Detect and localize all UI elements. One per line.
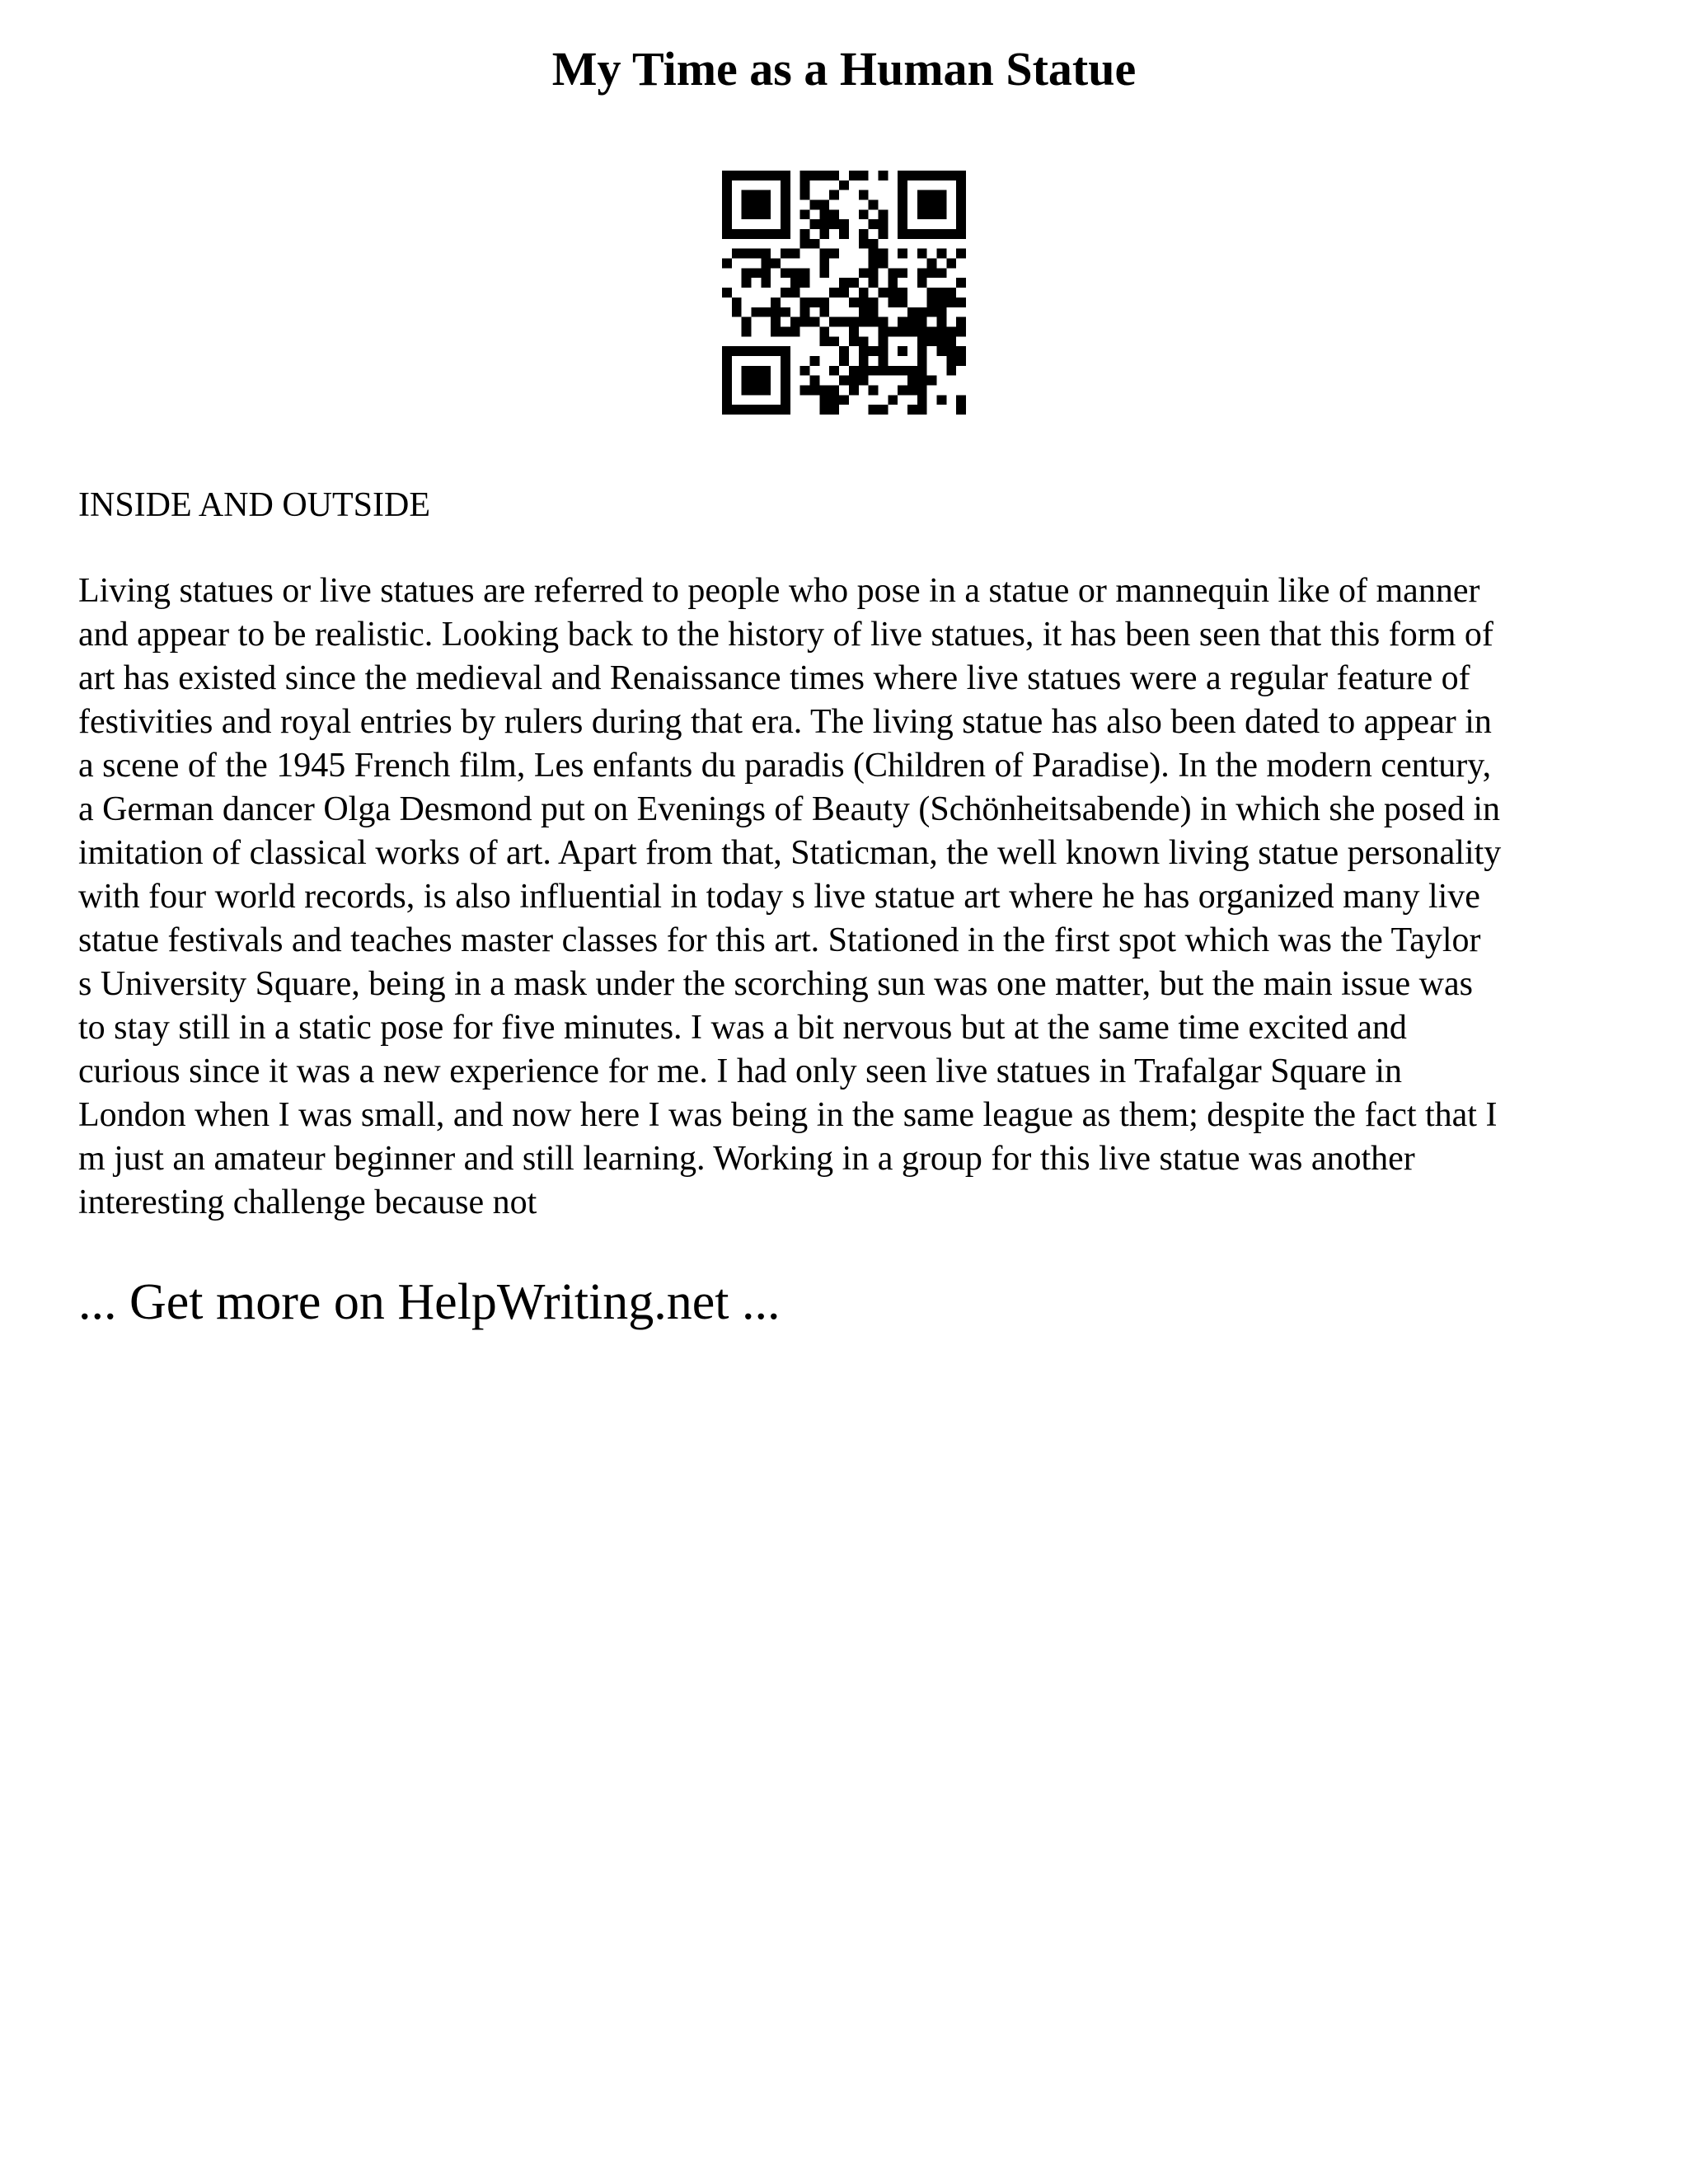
section-heading: INSIDE AND OUTSIDE: [78, 486, 430, 524]
body-line: statue festivals and teaches master classes for this art. Stationed in the first spot which was the Taylor: [78, 921, 1481, 959]
body-line: with four world records, is also influential in today s live statue art where he has organized many live: [78, 878, 1480, 916]
body-paragraph: [78, 569, 1628, 1225]
body-line: s University Square, being in a mask under the scorching sun was one matter, but the main issue was: [78, 965, 1473, 1003]
body-line: festivities and royal entries by rulers during that era. The living statue has also been dated to appear in: [78, 703, 1492, 741]
body-line: a German dancer Olga Desmond put on Evenings of Beauty (Schönheitsabende) in which she posed in: [78, 790, 1501, 828]
body-line: to stay still in a static pose for five minutes. I was a bit nervous but at the same time excited and: [78, 1009, 1407, 1047]
qr-code-icon: [722, 171, 966, 415]
body-line: curious since it was a new experience for me. I had only seen live statues in Trafalgar Square in: [78, 1052, 1403, 1090]
body-line: Living statues or live statues are referred to people who pose in a statue or mannequin like of manner: [78, 572, 1480, 610]
get-more-link[interactable]: ... Get more on HelpWriting.net ...: [78, 1274, 781, 1330]
body-line: m just an amateur beginner and still learning. Working in a group for this live statue was another: [78, 1140, 1415, 1178]
page-title: My Time as a Human Statue: [551, 42, 1137, 96]
body-line: imitation of classical works of art. Apart from that, Staticman, the well known living statue personality: [78, 834, 1502, 872]
body-line: interesting challenge because not: [78, 1183, 537, 1221]
body-line: London when I was small, and now here I was being in the same league as them; despite the fact that I: [78, 1096, 1498, 1134]
body-line: art has existed since the medieval and Renaissance times where live statues were a regular feature of: [78, 659, 1470, 697]
body-line: a scene of the 1945 French film, Les enfants du paradis (Children of Paradise). In the modern century,: [78, 747, 1492, 785]
body-line: and appear to be realistic. Looking back to the history of live statues, it has been seen that this form of: [78, 616, 1493, 654]
